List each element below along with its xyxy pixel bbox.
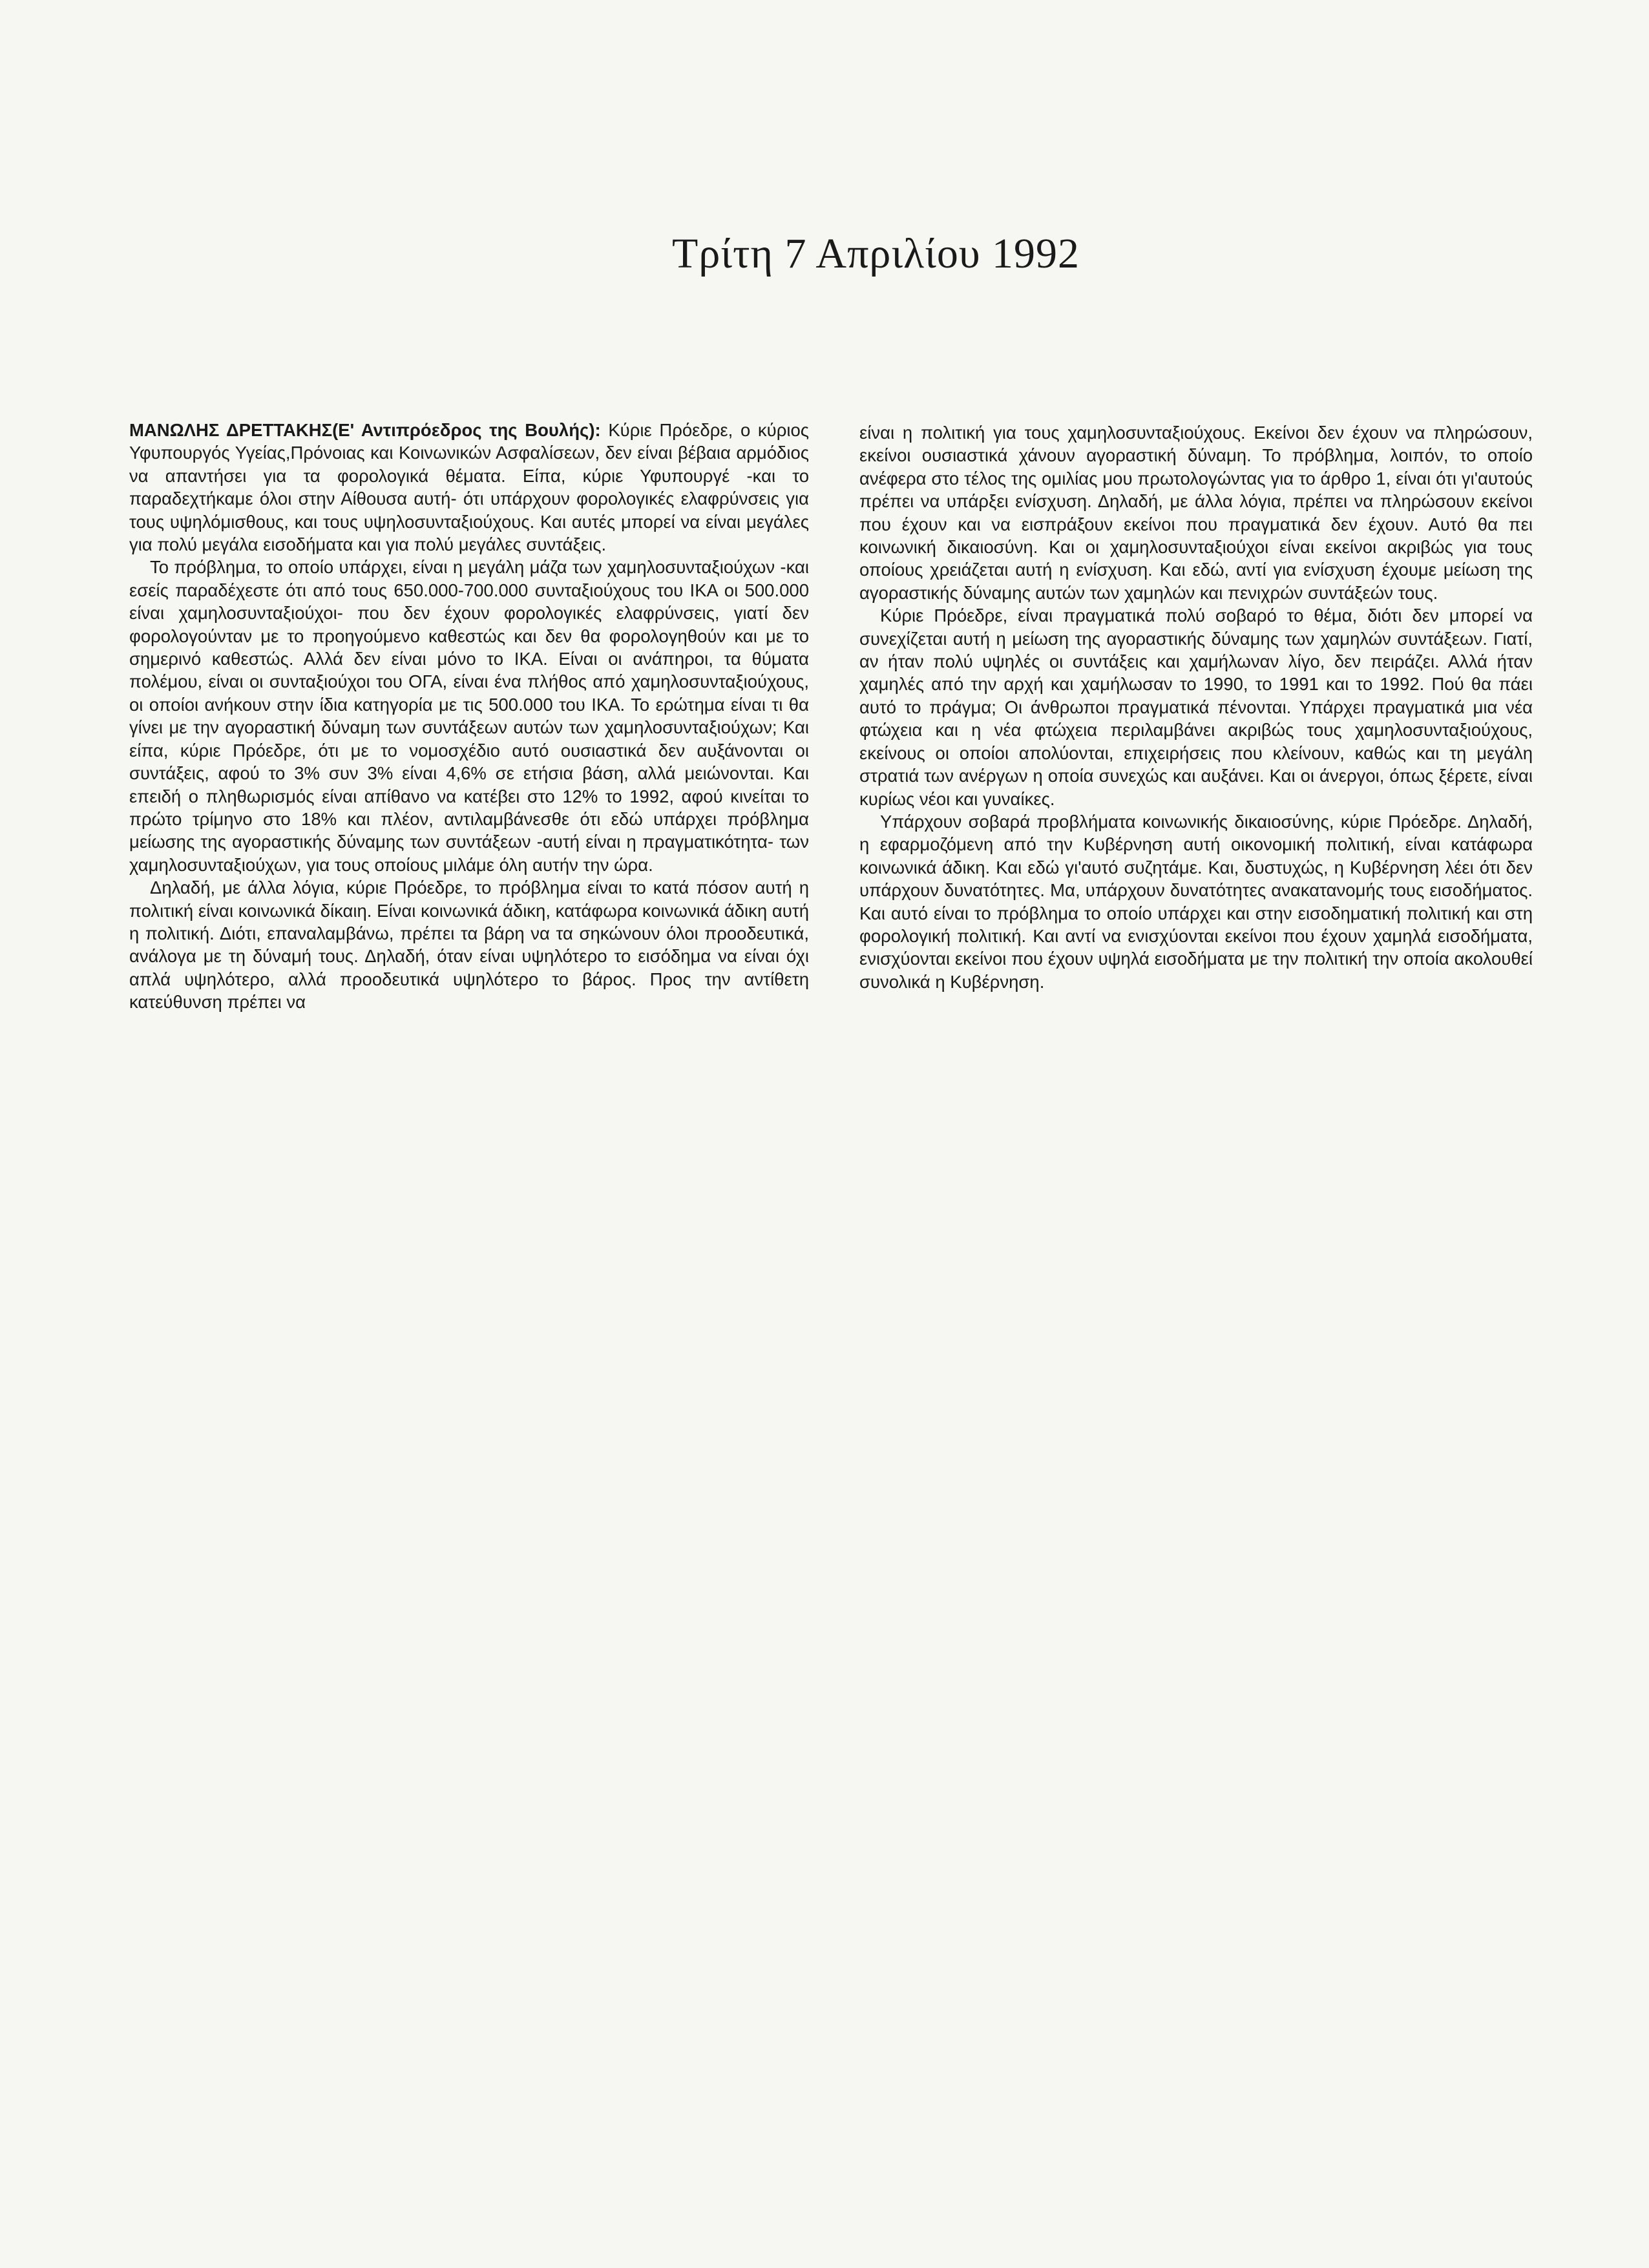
paragraph-3: Δηλαδή, με άλλα λόγια, κύριε Πρόεδρε, το πρόβλημα είναι το κατά πόσον αυτή η πολιτική είναι κοινωνικά δίκαιη. Είναι κοινωνικά άδικη, κατάφωρα κοινωνικά άδικη αυτή η πολιτική. Διότι, επαναλαμβάνω, πρέπει τα βάρη να τα σηκώνουν όλοι προοδευτικά, ανάλογα με τη δύναμή τους. Δηλαδή, όταν είναι υψηλότερο το εισόδημα να είναι όχι απλά υψηλότερο, αλλά προοδευτικά υψηλότερο το βάρος. Προς την αντίθετη κατεύθυνση πρέπει να <box>129 877 809 1013</box>
paragraph-6: Υπάρχουν σοβαρά προβλήματα κοινωνικής δικαιοσύνης, κύριε Πρόεδρε. Δηλαδή, η εφαρμοζόμενη από την Κυβέρνηση αυτή οικονομική πολιτική, είναι κατάφωρα κοινωνικά άδικη. Και εδώ γι'αυτό συζητάμε. Και, δυστυχώς, η Κυβέρνηση λέει ότι δεν υπάρχουν δυνατότητες. Μα, υπάρχουν δυνατότητες ανακατανομής τους εισοδήματος. Και αυτό είναι το πρόβλημα το οποίο υπάρχει και στην εισοδηματική πολιτική και στη φορολογική πολιτική. Και αντί να ενισχύονται εκείνοι που έχουν χαμηλά εισοδήματα, ενισχύονται εκείνοι που έχουν υψηλά εισοδήματα με την πολιτική την οποία ακολουθεί συνολικά η Κυβέρνηση. <box>859 811 1533 992</box>
speaker-name: ΜΑΝΩΛΗΣ ΔΡΕΤΤΑΚΗΣ(Ε' Αντιπρόεδρος της Βουλής): <box>129 420 601 440</box>
paragraph-5: Κύριε Πρόεδρε, είναι πραγματικά πολύ σοβαρό το θέμα, διότι δεν μπορεί να συνεχίζεται αυτή η μείωση της αγοραστικής δύναμης των χαμηλών συντάξεων. Γιατί, αν ήταν πολύ υψηλές οι συντάξεις και χαμήλωναν λίγο, δεν πειράζει. Αλλά ήταν χαμηλές από την αρχή και χαμήλωσαν το 1990, το 1991 και το 1992. Πού θα πάει αυτό το πράγμα; Οι άνθρωποι πραγματικά πένονται. Υπάρχει πραγματικά μια νέα φτώχεια και η νέα φτώχεια περιλαμβάνει ακριβώς τους χαμηλοσυνταξιούχους, εκείνους οι οποίοι απολύονται, επιχειρήσεις που κλείνουν, καθώς και τη μεγάλη στρατιά των ανέργων η οποία συνεχώς και αυξάνει. Και οι άνεργοι, όπως ξέρετε, είναι κυρίως νέοι και γυναίκες. <box>859 605 1533 809</box>
page-date-title: Τρίτη 7 Απριλίου 1992 <box>672 230 1080 277</box>
paragraph-1-text: Κύριε Πρόεδρε, ο κύριος Υφυπουργός Υγείας,Πρόνοιας και Κοινωνικών Ασφαλίσεων, δεν είναι βέβαια αρμόδιος να απαντήσει για τα φορολογικά θέματα. Είπα, κύριε Υφυπουργέ -και το παραδεχτήκαμε όλοι στην Αίθουσα αυτή- ότι υπάρχουν φορολογικές ελαφρύνσεις για τους υψηλόμισθους, και τους υψηλοσυνταξιούχους. Και αυτές μπορεί να είναι μεγάλες για πολύ μεγάλα εισοδήματα και για πολύ μεγάλες συντάξεις. <box>129 420 810 555</box>
paragraph-2: Το πρόβλημα, το οποίο υπάρχει, είναι η μεγάλη μάζα των χαμηλοσυνταξιούχων -και εσείς παραδέχεστε ότι από τους 650.000-700.000 συνταξιούχους του ΙΚΑ οι 500.000 είναι χαμηλοσυνταξιούχοι- που δεν έχουν φορολογικές ελαφρύνσεις, γιατί δεν φορολογούνταν με το προηγούμενο καθεστώς και δεν θα φορολογηθούν και με το σημερινό καθεστώς. Αλλά δεν είναι μόνο το ΙΚΑ. Είναι οι ανάπηροι, τα θύματα πολέμου, είναι οι συνταξιούχοι του ΟΓΑ, είναι ένα πλήθος από χαμηλοσυνταξιούχους, οι οποίοι ανήκουν στην ίδια κατηγορία με τις 500.000 του ΙΚΑ. Το ερώτημα είναι τι θα γίνει με την αγοραστική δύναμη των συντάξεων αυτών των χαμηλοσυνταξιούχων; Και είπα, κύριε Πρόεδρε, ότι με το νομοσχέδιο αυτό ουσιαστικά δεν αυξάνονται οι συντάξεις, αφού το 3% συν 3% είναι 4,6% σε ετήσια βάση, αλλά μειώνονται. Και επειδή ο πληθωρισμός είναι απίθανο να κατέβει στο 12% το 1992, αφού κινείται το πρώτο τρίμηνο στο 18% και πλέον, αντιλαμβάνεσθε ότι εδώ υπάρχει πρόβλημα μείωσης της αγοραστικής δύναμης των συντάξεων -αυτή είναι η πραγματικότητα- των χαμηλοσυνταξιούχων, για τους οποίους μιλάμε όλη αυτήν την ώρα. <box>129 557 809 875</box>
paragraph-1 <box>129 419 809 556</box>
right-text-column <box>859 421 1533 993</box>
paragraph-4: είναι η πολιτική για τους χαμηλοσυνταξιούχους. Εκείνοι δεν έχουν να πληρώσουν, εκείνοι ουσιαστικά χάνουν αγοραστική δύναμη. Το πρόβλημα, λοιπόν, το οποίο ανέφερα στο τέλος της ομιλίας μου πρωτολογώντας για το άρθρο 1, είναι ότι γι'αυτούς πρέπει να υπάρξει ενίσχυση. Δηλαδή, με άλλα λόγια, πρέπει να πληρώσουν εκείνοι που έχουν και να εισπράξουν εκείνοι που πραγματικά δεν έχουν. Αυτό θα πει κοινωνική δικαιοσύνη. Και οι χαμηλοσυνταξιούχοι είναι εκείνοι ακριβώς για τους οποίους χρειάζεται αυτή η ενίσχυση. Και εδώ, αντί για ενίσχυση έχουμε μείωση της αγοραστικής δύναμης αυτών των χαμηλών και πενιχρών συντάξεών τους. <box>859 423 1533 603</box>
left-text-column <box>129 419 809 1014</box>
